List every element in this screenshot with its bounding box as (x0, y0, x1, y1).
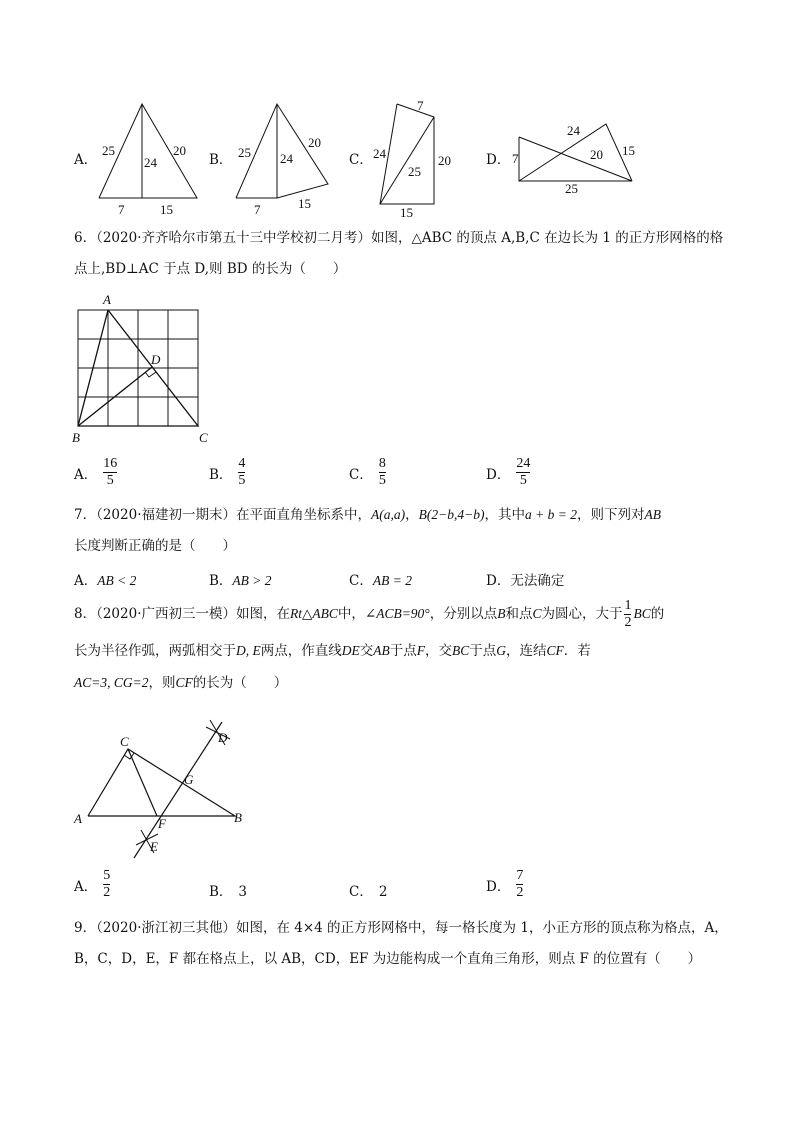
q8-label-d: D (218, 730, 228, 745)
q6-option-b-fraction (238, 456, 245, 489)
q8-l1-e: 为圆心，大于 (541, 606, 623, 622)
q8-option-b-text: 3 (238, 884, 248, 900)
q8-l1-point-b: B (497, 606, 506, 621)
q8-l3-cf: CF (175, 675, 193, 690)
q8-l2-ab: AB (373, 643, 390, 658)
q8-stem-line1 (74, 596, 664, 632)
q7-option-a-label: A． (74, 573, 98, 589)
q8-option-a-fraction (103, 868, 110, 901)
q5-a-side-24: 24 (144, 155, 157, 170)
q7-option-a-text: AB < 2 (97, 573, 137, 588)
q5-c-side-15: 15 (400, 205, 413, 220)
q7-option-d (486, 569, 564, 589)
q8-l2-de: D, E (236, 643, 261, 658)
q8-l2-e: ，交 (425, 643, 452, 659)
q6-option-a-den: 5 (106, 473, 114, 488)
q7-option-b-text: AB > 2 (232, 573, 272, 588)
q5-b-side-25: 25 (238, 145, 251, 160)
q6-option-a-fraction (103, 456, 117, 489)
q7-option-c-text: AB = 2 (372, 573, 412, 588)
q8-l1-c: ，分别以点 (429, 606, 498, 622)
q8-l2-b: 两点，作直线 (260, 643, 342, 659)
q9-stem-line1: 9．（2020·浙江初三其他）如图，在 4×4 的正方形网格中，每一格长度为 1，小正方形的顶点称为格点，A， (74, 920, 728, 936)
q8-l2-c: 交 (359, 643, 374, 659)
q8-option-d-den: 2 (516, 885, 524, 900)
q8-l3-b: 的长为（ ） (192, 675, 288, 691)
q8-stem-line2 (74, 641, 591, 661)
q8-option-a-num: 5 (103, 868, 111, 883)
q6-grid-figure (70, 288, 220, 448)
q8-option-a (74, 868, 110, 901)
q7-stem-intro: 7．（2020·福建初一期末）在平面直角坐标系中， (74, 507, 371, 523)
q6-label-b: B (72, 430, 80, 445)
q8-option-a-label: A． (74, 878, 98, 895)
q5-figure-a (90, 95, 210, 220)
q6-option-b-den: 5 (238, 473, 246, 488)
q5-figure-b (228, 95, 348, 220)
q7-tail: ，则下列对 (576, 507, 645, 523)
q8-half-num: 1 (624, 597, 632, 613)
q5-option-d-label: D． (486, 152, 511, 168)
q6-label-d: D (151, 352, 161, 367)
q8-l1-b: 中， (337, 606, 365, 622)
q8-l1-d: 和点 (505, 606, 533, 622)
q8-stem-line3 (74, 673, 287, 693)
q7-ab: AB (644, 507, 661, 522)
q6-option-c-fraction (379, 456, 386, 489)
q8-l2-f: F (416, 643, 425, 658)
q6-label-c: C (199, 430, 208, 445)
q8-option-b-label: B． (209, 884, 233, 900)
q6-stem-line1: 6．（2020·齐齐哈尔市第五十三中学校初二月考）如图，△ABC 的顶点 A,B,C 在边长为 1 的正方形网格的格 (74, 230, 724, 246)
q8-l2-d: 于点 (389, 643, 417, 659)
q8-label-c: C (120, 734, 129, 749)
q6-option-c (349, 456, 386, 489)
q7-stem-line1 (74, 505, 661, 525)
q6-option-d-num: 24 (516, 456, 531, 471)
q8-l2-g: G (496, 643, 507, 658)
q8-option-c-label: C． (349, 884, 373, 900)
q6-option-c-num: 8 (378, 456, 386, 471)
q7-option-d-label: D． (486, 573, 511, 589)
q7-stem-line2: 长度判断正确的是（ ） (74, 538, 236, 554)
q8-label-b: B (234, 810, 242, 825)
q8-label-f: F (158, 816, 166, 831)
q5-a-side-25: 25 (102, 143, 115, 158)
q5-c-side-20: 20 (438, 153, 451, 168)
q7-option-c (349, 569, 412, 589)
q7-sep: ， (405, 507, 419, 523)
q8-half-fraction (624, 598, 631, 631)
q8-l3-cond: AC=3, CG=2 (74, 675, 149, 690)
q6-stem-line2: 点上,BD⊥AC 于点 D,则 BD 的长为（ ） (74, 261, 347, 277)
q8-option-b (209, 880, 247, 900)
q8-l1-rt: Rt△ABC (290, 606, 338, 621)
q5-option-c-label: C． (349, 152, 373, 168)
q6-option-b (209, 456, 245, 489)
q7-option-b (209, 569, 272, 589)
q8-l3-a: ，则 (148, 675, 176, 691)
q8-l1-angle: ∠ACB=90° (364, 606, 430, 621)
q8-segment-cf (128, 749, 157, 816)
q8-option-d (486, 868, 523, 901)
q6-option-a-label: A． (74, 466, 98, 483)
q5-b-side-7: 7 (254, 202, 261, 217)
q5-b-side-15: 15 (298, 196, 311, 211)
q8-half-den: 2 (624, 614, 632, 630)
q9-stem-line2: B，C，D，E，F 都在格点上，以 AB，CD，EF 为边能构成一个直角三角形，则点 F 的位置有（ ） (74, 951, 702, 967)
q8-option-c-text: 2 (378, 884, 388, 900)
q6-right-angle-mark (145, 372, 156, 377)
q8-figure (70, 712, 260, 862)
q8-l1-point-c: C (532, 606, 542, 621)
q5-d-side-15: 15 (622, 143, 635, 158)
q6-option-b-label: B． (209, 466, 233, 483)
q8-l2-bc: BC (452, 643, 470, 658)
q6-option-d (486, 456, 530, 489)
q7-option-d-text: 无法确定 (510, 573, 565, 589)
q5-figure-d (505, 115, 655, 200)
q6-option-b-num: 4 (238, 456, 246, 471)
q5-option-b-label: B． (209, 152, 233, 168)
q8-option-d-label: D． (486, 878, 511, 895)
q8-l2-cf: CF (546, 643, 564, 658)
q7-option-c-label: C． (349, 573, 373, 589)
q7-mid: ，其中 (484, 507, 525, 523)
q5-d-side-25: 25 (565, 181, 578, 196)
q5-a-side-20: 20 (173, 143, 186, 158)
q5-c-side-25: 25 (408, 164, 421, 179)
q6-option-d-den: 5 (519, 473, 527, 488)
q7-option-a (74, 569, 136, 589)
q8-label-a: A (74, 811, 82, 826)
q7-option-b-label: B． (209, 573, 233, 589)
q5-figure-c (368, 95, 468, 220)
q8-label-g: G (184, 772, 194, 787)
q8-option-a-den: 2 (103, 885, 111, 900)
q6-option-d-fraction (516, 456, 530, 489)
q5-a-side-15: 15 (160, 202, 173, 217)
q8-l1-bc: BC (633, 606, 651, 621)
q8-l2-de2: DE (341, 643, 360, 658)
q8-l2-g2: ，连结 (506, 643, 547, 659)
q5-c-side-7: 7 (417, 98, 424, 113)
q6-option-c-den: 5 (378, 473, 386, 488)
q8-l1-f: 的 (650, 606, 665, 622)
q7-condition: a + b = 2 (524, 507, 577, 522)
q6-label-a: A (103, 292, 111, 307)
q5-a-side-7: 7 (118, 202, 125, 217)
q8-option-c (349, 880, 387, 900)
q8-label-e: E (150, 839, 158, 854)
q5-d-side-7: 7 (512, 151, 519, 166)
q8-l2-a: 长为半径作弧，两弧相交于 (74, 643, 236, 659)
q8-l2-h: ．若 (563, 643, 591, 659)
q7-point-a: A(a,a) (371, 507, 406, 522)
q5-d-side-20: 20 (590, 147, 603, 162)
q6-option-d-label: D． (486, 466, 511, 483)
q8-l1-a: 8．（2020·广西初三一模）如图，在 (74, 606, 290, 622)
q8-l2-f2: 于点 (469, 643, 497, 659)
q5-d-side-24: 24 (567, 123, 580, 138)
q5-c-side-24: 24 (373, 146, 386, 161)
q8-option-d-num: 7 (516, 868, 524, 883)
q5-b-side-24: 24 (280, 151, 293, 166)
q8-option-d-fraction (516, 868, 523, 901)
q6-option-a (74, 456, 117, 489)
q5-b-side-20: 20 (308, 135, 321, 150)
q8-line-de (134, 722, 222, 858)
q6-grid (78, 310, 198, 426)
q6-option-c-label: C． (349, 466, 373, 483)
q7-point-b: B(2−b,4−b) (418, 507, 485, 522)
q5-option-a-label: A． (74, 152, 98, 168)
q6-option-a-num: 16 (103, 456, 118, 471)
q8-triangle-abc (88, 749, 235, 816)
